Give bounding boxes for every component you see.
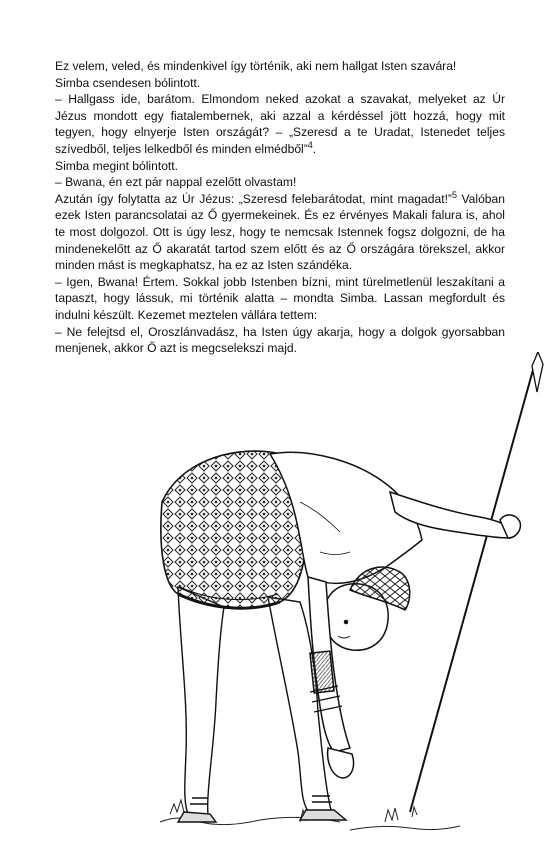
paragraph-text: – Hallgass ide, barátom. Elmondom neked azokat a szavakat, melyeket az Úr Jézus mondott egy fiatalembernek, aki azzal a kérdéssel jött hozzá, hogy mit tegyen, hogy elnyerje Isten országát? – „Szeresd a te Uradat, Istenedet teljes szívedből, teljes lelkedből és minden elmédből”: [55, 92, 505, 156]
paragraph-3: [55, 91, 505, 157]
spear: [410, 352, 543, 812]
paragraph-1: [55, 58, 505, 75]
paragraph-text: Azután így folytatta az Úr Jézus: „Szeresd felebarátodat, mint magadat!”: [55, 191, 452, 206]
paragraph-text: Simba csendesen bólintott.: [55, 75, 201, 90]
body-text: [55, 58, 505, 357]
paragraph-text: – Ne felejtsd el, Oroszlánvadász, ha Isten úgy akarja, hogy a dolgok gyorsabban menjenek, akkor Ő azt is megcselekszi majd.: [55, 324, 505, 356]
paragraph-5: [55, 174, 505, 191]
paragraph-text: – Igen, Bwana! Értem. Sokkal jobb Istenben bízni, mint türelmetlenül leszakítani a tapaszt, hogy lássuk, mi történik alatta – mondta Simba. Lassan megfordult és indulni készült. Kezemet meztelen vállára tettem:: [55, 274, 505, 322]
paragraph-6: [55, 191, 505, 274]
paragraph-text: – Bwana, én ezt pár nappal ezelőtt olvastam!: [55, 175, 297, 190]
paragraph-2: [55, 75, 505, 92]
paragraph-text: Simba megint bólintott.: [55, 158, 179, 173]
paragraph-7: [55, 274, 505, 324]
paragraph-4: [55, 158, 505, 175]
paragraph-text-tail: Valóban ezek Isten parancsolatai az Ő gyermekeinek. És ez érvényes Makali falura is, ahol te most dolgozol. Ott is úgy lesz, hogy te nemcsak Istennek fogsz dolgozni, de ha mindenekelőtt az Ő akaratát tartod szem előtt és az Ő országára törekszel, akkor minden mást is megkaphatsz, ha ez az Isten szándéka.: [55, 191, 505, 273]
footnote-ref-4: 4: [307, 139, 313, 150]
footnote-ref-5: 5: [451, 189, 457, 200]
paragraph-text: Ez velem, veled, és mindenkivel így történik, aki nem hallgat Isten szavára!: [55, 59, 457, 73]
illustration-bending-man-with-spear: [150, 352, 549, 863]
paragraph-text-tail: .: [312, 141, 317, 156]
